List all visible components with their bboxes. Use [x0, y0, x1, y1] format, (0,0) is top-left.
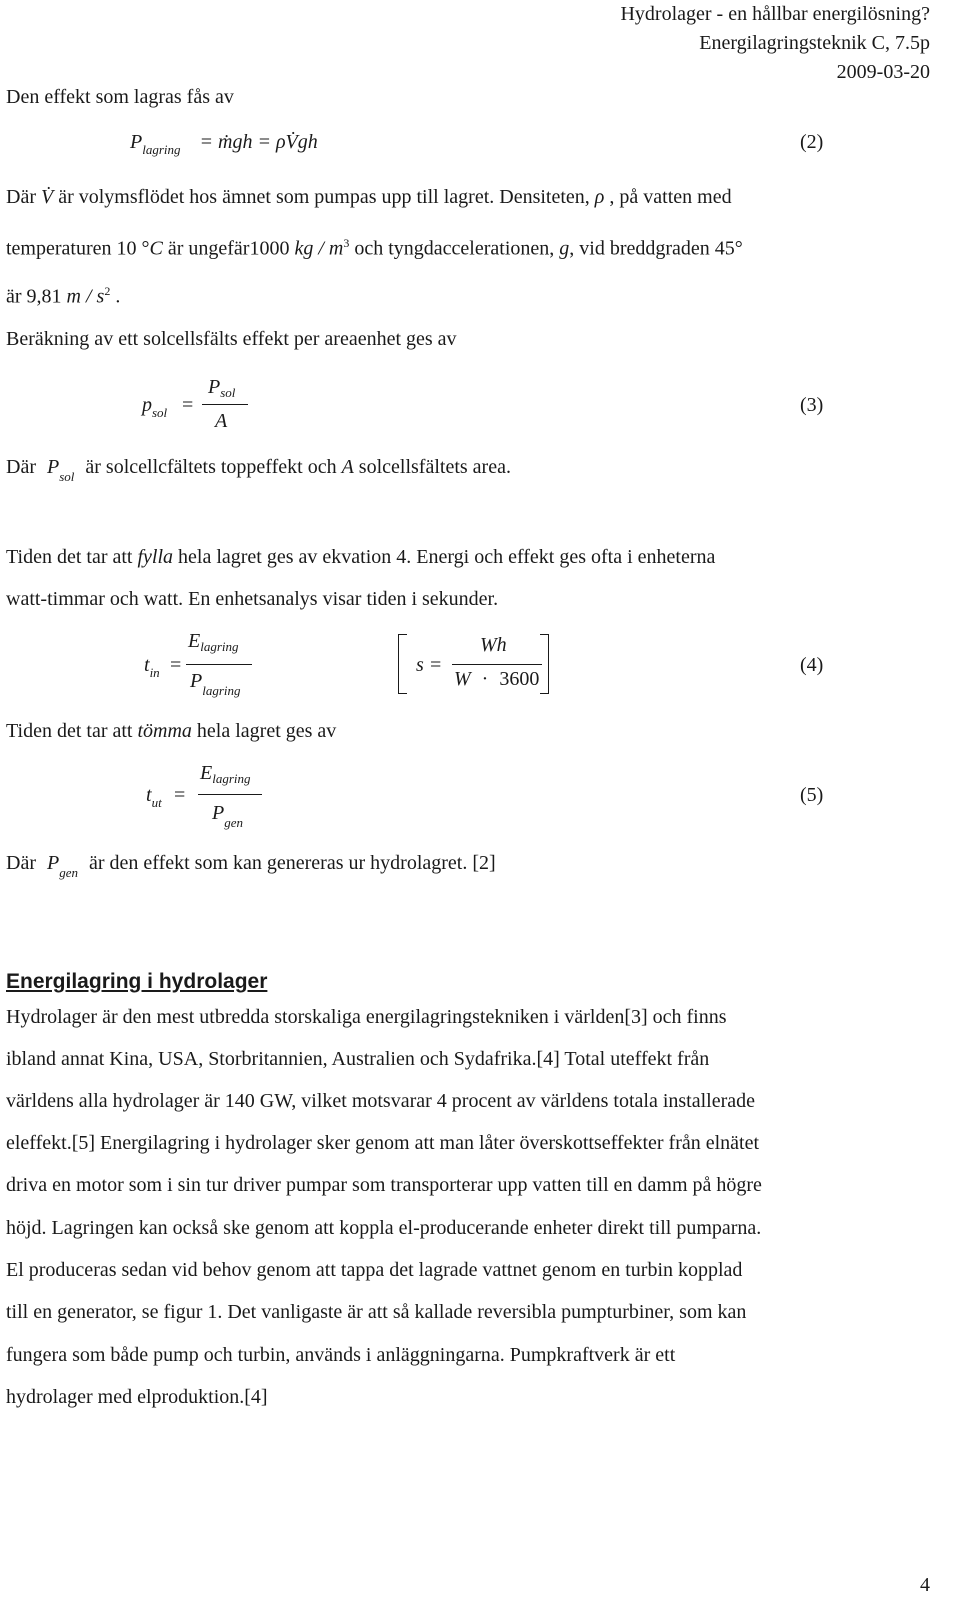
eq3-lhs: [142, 394, 168, 420]
intro-sol: Beräkning av ett solcellsfälts effekt per areaenhet ges av: [6, 328, 457, 350]
A-symbol: A: [341, 456, 354, 478]
text: .: [110, 285, 121, 308]
text: och tyngdaccelerationen,: [349, 237, 560, 260]
P-sol: P: [46, 456, 60, 478]
text: hela lagret ges av: [191, 720, 337, 742]
text: , vid breddgraden 45°: [569, 237, 743, 260]
emphasis-fylla: fylla: [137, 546, 174, 568]
page-number: 4: [920, 1574, 930, 1596]
unit-exponent: 2: [104, 284, 111, 298]
para-fill-line2: watt-timmar och watt. En enhetsanalys visar tiden i sekunder.: [6, 588, 499, 610]
eq5-number: (5): [800, 784, 824, 806]
intro-effect: Den effekt som lagras fås av: [6, 86, 234, 108]
eq5-fraction-bar: [198, 794, 262, 795]
emphasis-tomma: tömma: [137, 720, 192, 742]
para-density-line2: [6, 236, 743, 261]
celsius-symbol: C: [149, 237, 163, 260]
unit-denominator: [454, 668, 539, 691]
unit-numerator: Wh: [480, 634, 507, 656]
unit-W: W: [454, 668, 471, 690]
eq3-P-sub: sol: [220, 385, 236, 400]
text: är ungefär1000: [162, 237, 295, 260]
text: är 9,81: [6, 285, 67, 308]
text: temperaturen 10 °: [6, 237, 150, 260]
eq3-P: P: [208, 376, 221, 398]
text: , på vatten med: [604, 186, 732, 208]
eq5-equals: =: [174, 784, 186, 806]
g-symbol: g: [559, 237, 570, 260]
eq3-number: (3): [800, 394, 824, 416]
eq5-t-sub: ut: [151, 795, 162, 810]
eq5-numerator: [200, 762, 251, 785]
density-unit: kg / m: [294, 237, 344, 260]
eq4-equals: =: [170, 654, 182, 676]
unit-3600: 3600: [499, 668, 540, 690]
eq3-equals: =: [182, 394, 194, 416]
para-density-line1: [6, 186, 732, 209]
text: Där: [6, 852, 41, 874]
body-line: El produceras sedan vid behov genom att tappa det lagrade vattnet genom en turbin kopplad: [6, 1259, 743, 1281]
text: är den effekt som kan genereras ur hydrolagret. [2]: [83, 852, 496, 874]
eq5-P-sub: gen: [224, 815, 243, 830]
body-line: höjd. Lagringen kan också ske genom att koppla el-producerande enheter direkt till pumparna.: [6, 1217, 762, 1239]
equation-2: [130, 131, 318, 157]
eq4-fraction-bar: [186, 664, 252, 665]
eq3-p-sub: sol: [152, 405, 168, 420]
body-line: Hydrolager är den mest utbredda storskaliga energilagringstekniken i världen[3] och finns: [6, 1006, 727, 1028]
eq2-P-sub: lagring: [142, 142, 181, 157]
body-line: ibland annat Kina, USA, Storbritannien, Australien och Sydafrika.[4] Total uteffekt från: [6, 1048, 710, 1070]
accel-unit: m / s: [66, 285, 105, 308]
header-course: Energilagringsteknik C, 7.5p: [699, 32, 930, 54]
unit-s: s =: [416, 654, 443, 676]
rho-symbol: ρ: [594, 186, 605, 208]
header-title: Hydrolager - en hållbar energilösning?: [620, 3, 930, 25]
eq2-rhs: = ṁgh = ρV̇gh: [199, 131, 318, 153]
eq5-t: t: [146, 784, 152, 806]
eq3-p: p: [142, 394, 152, 416]
eq3-fraction-bar: [202, 404, 248, 405]
body-line: eleffekt.[5] Energilagring i hydrolager sker genom att man låter överskottseffekter från elnätet: [6, 1132, 760, 1154]
unit-exponent: 3: [343, 236, 350, 250]
bracket-left: [398, 634, 407, 694]
eq3-denominator: A: [215, 410, 228, 432]
eq5-denominator: [212, 802, 243, 830]
text: hela lagret ges av ekvation 4. Energi och effekt ges ofta i enheterna: [173, 546, 716, 568]
P-gen: P: [46, 852, 60, 874]
unit-dot: ·: [481, 668, 489, 690]
eq4-P-sub: lagring: [202, 683, 241, 698]
eq4-number: (4): [800, 654, 824, 676]
text: är volymsflödet hos ämnet som pumpas upp till lagret. Densiteten,: [53, 186, 595, 208]
eq5-lhs: [146, 784, 162, 810]
eq4-E-sub: lagring: [200, 639, 239, 654]
eq4-numerator: [188, 630, 239, 653]
eq3-numerator: [208, 376, 235, 399]
text: Tiden det tar att: [6, 720, 138, 742]
header-date: 2009-03-20: [836, 61, 930, 83]
section-heading: Energilagring i hydrolager: [6, 970, 268, 993]
eq4-E: E: [188, 630, 201, 652]
body-line: fungera som både pump och turbin, används i anläggningarna. Pumpkraftverk är ett: [6, 1344, 676, 1366]
P-gen-sub: gen: [59, 865, 78, 880]
body-line: hydrolager med elproduktion.[4]: [6, 1386, 268, 1408]
eq5-E-sub: lagring: [212, 771, 251, 786]
eq4-t-sub: in: [149, 665, 160, 680]
vdot-symbol: V̇: [40, 186, 54, 208]
eq5-E: E: [200, 762, 213, 784]
eq4-denominator: [190, 670, 241, 698]
text: Där: [6, 186, 41, 208]
def-sol: [6, 456, 511, 484]
eq2-number: (2): [800, 131, 824, 153]
body-line: driva en motor som i sin tur driver pumpar som transporterar upp vatten till en damm på högre: [6, 1174, 762, 1196]
P-sol-sub: sol: [59, 469, 75, 484]
text: Tiden det tar att: [6, 546, 138, 568]
text: solcellsfältets area.: [353, 456, 511, 478]
body-line: världens alla hydrolager är 140 GW, vilket motsvarar 4 procent av världens totala installerade: [6, 1090, 755, 1112]
para-density-line3: [6, 284, 120, 309]
para-empty: [6, 720, 336, 743]
eq4-lhs: [144, 654, 160, 680]
body-line: till en generator, se figur 1. Det vanligaste är att så kallade reversibla pumpturbiner, som kan: [6, 1301, 747, 1323]
eq4-P: P: [190, 670, 203, 692]
eq2-P: P: [130, 131, 143, 153]
text: Där: [6, 456, 41, 478]
unit-fraction-bar: [452, 664, 542, 665]
def-gen: [6, 852, 496, 880]
text: är solcellcfältets toppeffekt och: [80, 456, 342, 478]
eq4-t: t: [144, 654, 150, 676]
para-fill-line1: [6, 546, 715, 569]
eq5-P: P: [212, 802, 225, 824]
